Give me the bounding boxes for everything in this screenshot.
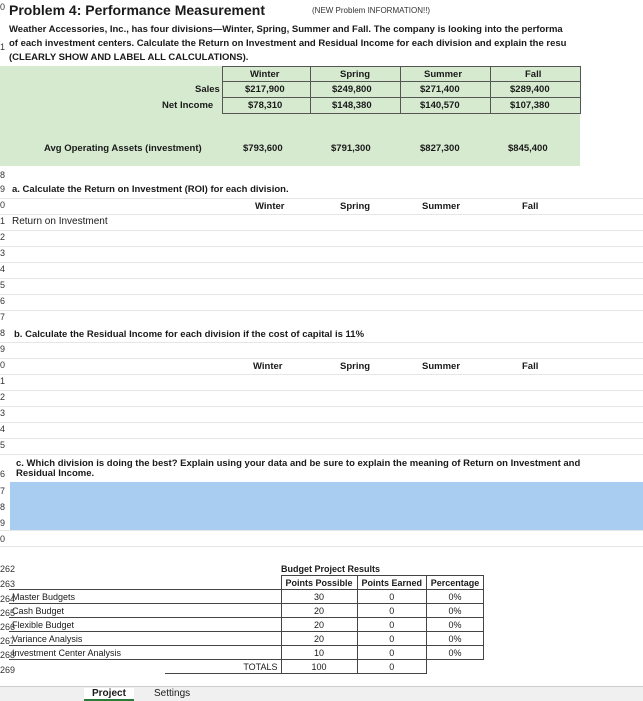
row-number[interactable]: 8 [0, 502, 6, 512]
new-info-note: (NEW Problem INFORMATION!!) [312, 6, 431, 15]
table-row [9, 618, 484, 632]
header-spring: Spring [340, 69, 371, 80]
row-pct[interactable]: 0% [426, 590, 483, 604]
tab-project[interactable]: Project [84, 688, 134, 701]
part-a-prompt: a. Calculate the Return on Investment (ROI) for each division. [12, 184, 289, 195]
row-number[interactable]: 1 [0, 376, 6, 386]
row-pct[interactable]: 0% [426, 632, 483, 646]
part-c-prompt-line2: Residual Income. [16, 468, 95, 479]
row-pct[interactable]: 0% [426, 646, 483, 660]
row-possible[interactable]: 20 [281, 632, 357, 646]
row-number[interactable]: 269 [0, 665, 16, 675]
row-number[interactable]: 267 [0, 636, 16, 646]
sales-label: Sales [195, 84, 220, 95]
part-a-header-winter: Winter [255, 201, 285, 212]
table-row [9, 646, 484, 660]
row-number[interactable]: 265 [0, 608, 16, 618]
row-number[interactable]: 7 [0, 312, 6, 322]
part-a-header-spring: Spring [340, 201, 371, 212]
row-number[interactable]: 3 [0, 248, 6, 258]
row-earned[interactable]: 0 [357, 604, 426, 618]
row-earned[interactable]: 0 [357, 618, 426, 632]
sheet-tabs [0, 686, 643, 701]
row-name: Investment Center Analysis [9, 646, 281, 660]
totals-earned[interactable]: 0 [357, 660, 426, 674]
part-c-prompt-line1: c. Which division is doing the best? Explain using your data and be sure to explain the meaning of Return on Investment and [16, 458, 581, 469]
part-b-header-summer: Summer [422, 361, 461, 372]
sales-summer[interactable]: $271,400 [420, 84, 460, 95]
row-number[interactable]: 1 [0, 42, 6, 52]
header-winter: Winter [250, 69, 280, 80]
part-b-header-spring: Spring [340, 361, 371, 372]
row-number[interactable]: 6 [0, 296, 6, 306]
avg-assets-fall[interactable]: $845,400 [508, 143, 548, 154]
row-number[interactable]: 0 [0, 360, 6, 370]
part-a-header-fall: Fall [522, 201, 539, 212]
sales-spring[interactable]: $249,800 [332, 84, 372, 95]
row-number[interactable]: 2 [0, 392, 6, 402]
table-row [9, 590, 484, 604]
row-number[interactable]: 264 [0, 594, 16, 604]
row-name: Flexible Budget [9, 618, 281, 632]
row-number[interactable]: 4 [0, 424, 6, 434]
roi-row-label: Return on Investment [12, 216, 108, 227]
sales-winter[interactable]: $217,900 [245, 84, 285, 95]
row-number[interactable]: 266 [0, 622, 16, 632]
part-b-header-fall: Fall [522, 361, 539, 372]
problem-title: Problem 4: Performance Measurement [9, 2, 265, 18]
avg-assets-summer[interactable]: $827,300 [420, 143, 460, 154]
problem-description-line1: Weather Accessories, Inc., has four divisions—Winter, Spring, Summer and Fall. The company is looking into the performa [9, 24, 563, 35]
net-income-label: Net Income [162, 100, 214, 111]
tab-settings[interactable]: Settings [154, 688, 191, 699]
row-number[interactable]: 4 [0, 264, 6, 274]
row-possible[interactable]: 20 [281, 618, 357, 632]
problem-description-line3: (CLEARLY SHOW AND LABEL ALL CALCULATIONS). [9, 52, 249, 63]
row-possible[interactable]: 30 [281, 590, 357, 604]
budget-results-table [9, 562, 484, 674]
table-row [9, 632, 484, 646]
header-summer: Summer [424, 69, 463, 80]
totals-row [9, 660, 484, 674]
part-b-header-winter: Winter [253, 361, 283, 372]
row-number[interactable]: 5 [0, 440, 6, 450]
row-number[interactable]: 0 [0, 534, 6, 544]
row-number[interactable]: 9 [0, 518, 6, 528]
totals-label: TOTALS [165, 660, 281, 674]
col-percentage: Percentage [426, 576, 483, 590]
row-number[interactable]: 263 [0, 579, 16, 589]
avg-assets-winter[interactable]: $793,600 [243, 143, 283, 154]
row-name: Master Budgets [9, 590, 281, 604]
avg-assets-label: Avg Operating Assets (investment) [44, 143, 202, 154]
row-number[interactable]: 268 [0, 650, 16, 660]
row-possible[interactable]: 20 [281, 604, 357, 618]
col-points-possible: Points Possible [281, 576, 357, 590]
row-earned[interactable]: 0 [357, 632, 426, 646]
row-number[interactable]: 0 [0, 200, 6, 210]
sales-fall[interactable]: $289,400 [510, 84, 550, 95]
row-number[interactable]: 7 [0, 486, 6, 496]
row-number[interactable]: 6 [0, 469, 6, 479]
row-number[interactable]: 9 [0, 344, 6, 354]
row-possible[interactable]: 10 [281, 646, 357, 660]
row-number[interactable]: 5 [0, 280, 6, 290]
col-points-earned: Points Earned [357, 576, 426, 590]
row-number[interactable]: 2 [0, 232, 6, 242]
row-name: Variance Analysis [9, 632, 281, 646]
totals-possible[interactable]: 100 [281, 660, 357, 674]
part-a-header-summer: Summer [422, 201, 461, 212]
net-income-summer[interactable]: $140,570 [420, 100, 460, 111]
problem-description-line2: of each investment centers. Calculate the Return on Investment and Residual Income for each division and explain the resu [9, 38, 567, 49]
part-b-prompt: b. Calculate the Residual Income for each division if the cost of capital is 11% [14, 329, 365, 340]
table-row [9, 604, 484, 618]
row-earned[interactable]: 0 [357, 590, 426, 604]
row-pct[interactable]: 0% [426, 604, 483, 618]
answer-area[interactable] [10, 482, 643, 530]
row-number[interactable]: 3 [0, 408, 6, 418]
row-number[interactable]: 0 [0, 2, 6, 12]
net-income-spring[interactable]: $148,380 [332, 100, 372, 111]
row-pct[interactable]: 0% [426, 618, 483, 632]
row-number[interactable]: 1 [0, 216, 6, 226]
row-number[interactable]: 8 [0, 170, 6, 180]
header-fall: Fall [525, 69, 542, 80]
row-earned[interactable]: 0 [357, 646, 426, 660]
avg-assets-spring[interactable]: $791,300 [331, 143, 371, 154]
row-number[interactable]: 9 [0, 184, 6, 194]
net-income-fall[interactable]: $107,380 [510, 100, 550, 111]
row-name: Cash Budget [9, 604, 281, 618]
net-income-winter[interactable]: $78,310 [248, 100, 283, 111]
row-number[interactable]: 8 [0, 328, 6, 338]
row-number[interactable]: 262 [0, 564, 16, 574]
budget-title: Budget Project Results [281, 563, 381, 574]
